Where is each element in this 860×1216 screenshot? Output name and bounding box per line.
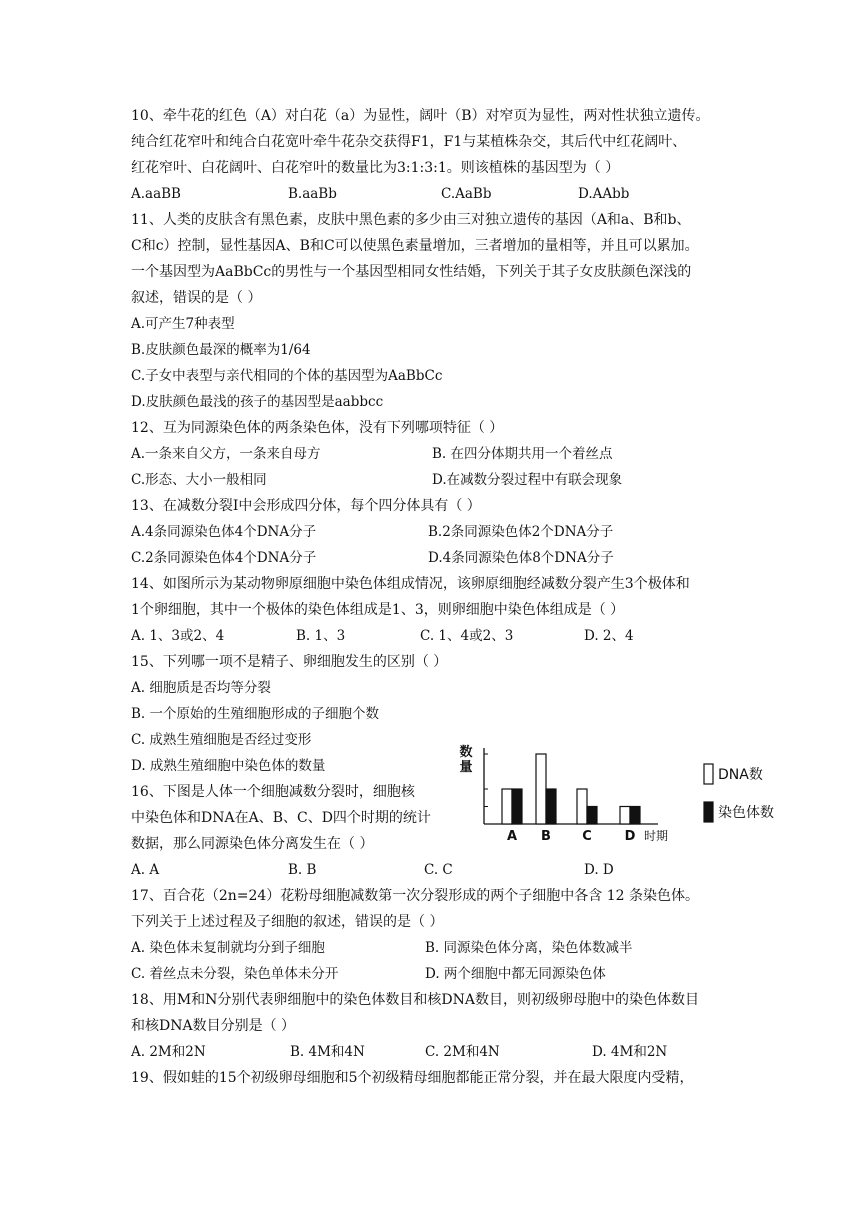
q14-option-c: C. 1、4或2、3 — [420, 628, 514, 644]
q15-option-c: C. 成熟生殖细胞是否经过变形 — [131, 732, 312, 748]
chart-legend — [704, 764, 774, 822]
q11-option-c: C.子女中表型与亲代相同的个体的基因型为AaBbCc — [131, 368, 443, 384]
q19-stem-line1: 19、假如蛙的15个初级卵母细胞和5个初级精母细胞都能正常分裂，并在最大限度内受精， — [131, 1070, 694, 1086]
legend-label: DNA数 — [718, 767, 763, 783]
q12-stem-line1: 12、互为同源染色体的两条染色体，没有下列哪项特征（ ） — [131, 420, 504, 436]
q17-stem-line2: 下列关于上述过程及子细胞的叙述，错误的是（ ） — [131, 914, 444, 930]
q12-option-d: D.在减数分裂过程中有联会现象 — [432, 472, 623, 488]
q14-option-b: B. 1、3 — [296, 628, 346, 644]
y-axis-label-char: 量 — [459, 760, 473, 775]
q17-option-b: B. 同源染色体分离，染色体数减半 — [425, 940, 633, 956]
q17-stem-line1: 17、百合花（2n=24）花粉母细胞减数第一次分裂形成的两个子细胞中各含 12 条染色体。 — [131, 888, 699, 904]
q15-option-d: D. 成熟生殖细胞中染色体的数量 — [131, 758, 326, 774]
q14-stem-line1: 14、如图所示为某动物卵原细胞中染色体组成情况，该卵原细胞经减数分裂产生3个极体和 — [131, 576, 690, 592]
q14-option-d: D. 2、4 — [584, 628, 634, 644]
q12-option-a: A.一条来自父方，一条来自母方 — [131, 446, 321, 462]
q14-stem-line2: 1个卵细胞，其中一个极体的染色体组成是1、3，则卵细胞中染色体组成是（ ） — [131, 602, 625, 618]
q11-stem-line4: 叙述，错误的是（ ） — [131, 290, 262, 306]
legend-label: 染色体数 — [718, 805, 774, 821]
bar-dna-c — [577, 789, 587, 824]
chart-labels — [459, 744, 668, 844]
q18-option-b: B. 4M和4N — [290, 1044, 365, 1060]
q17-option-d: D. 两个细胞中都无同源染色体 — [425, 966, 606, 982]
q14-option-a: A. 1、3或2、4 — [131, 628, 225, 644]
q18-option-a: A. 2M和2N — [131, 1044, 206, 1060]
q16-option-d: D. D — [584, 862, 614, 878]
bar-chromosome-a — [512, 789, 522, 824]
q16-option-b: B. B — [288, 862, 317, 878]
chart-bars — [502, 754, 640, 824]
q13-stem-line1: 13、在减数分裂Ⅰ中会形成四分体，每个四分体具有（ ） — [131, 498, 481, 514]
bar-dna-d — [620, 807, 630, 825]
q16-option-c: C. C — [424, 862, 453, 878]
q11-option-d: D.皮肤颜色最浅的孩子的基因型是aabbcc — [131, 394, 384, 410]
q16-stem-line2: 中染色体和DNA在A、B、C、D四个时期的统计 — [131, 810, 431, 826]
q16-stem-line1: 16、下图是人体一个细胞减数分裂时，细胞核 — [131, 784, 415, 800]
q17-option-c: C. 着丝点未分裂，染色单体未分开 — [131, 966, 339, 982]
q13-option-c: C.2条同源染色体4个DNA分子 — [131, 550, 317, 566]
legend-swatch — [704, 764, 713, 784]
x-tick-label: D — [624, 829, 636, 844]
q10-stem-line3: 红花窄叶、白花阔叶、白花窄叶的数量比为3:1:3:1。则该植株的基因型为（ ） — [131, 160, 620, 176]
bar-chromosome-d — [630, 807, 640, 825]
q10-stem-line2: 纯合红花窄叶和纯合白花宽叶牵牛花杂交获得F1，F1与某植株杂交，其后代中红花阔叶、 — [131, 134, 687, 150]
q10-option-a: A.aaBB — [131, 186, 181, 202]
y-axis-label-char: 数 — [459, 745, 473, 760]
q11-option-b: B.皮肤颜色最深的概率为1/64 — [131, 342, 311, 358]
q17-option-a: A. 染色体未复制就均分到子细胞 — [131, 940, 325, 956]
q15-option-a: A. 细胞质是否均等分裂 — [131, 680, 271, 696]
q18-option-c: C. 2M和4N — [425, 1044, 500, 1060]
q13-option-a: A.4条同源染色体4个DNA分子 — [131, 524, 317, 540]
q10-option-c: C.AaBb — [441, 186, 492, 202]
q18-stem-line1: 18、用M和N分别代表卵细胞中的染色体数目和核DNA数目，则初级卵母胞中的染色体数目 — [131, 992, 699, 1008]
q16-bar-chart — [452, 742, 792, 848]
q18-option-d: D. 4M和2N — [592, 1044, 668, 1060]
x-tick-label: C — [582, 829, 592, 844]
q12-option-b: B. 在四分体期共用一个着丝点 — [432, 446, 613, 462]
q13-option-d: D.4条同源染色体8个DNA分子 — [428, 550, 614, 566]
bar-dna-b — [536, 754, 546, 824]
q15-stem-line1: 15、下列哪一项不是精子、卵细胞发生的区别（ ） — [131, 654, 448, 670]
legend-swatch — [704, 802, 713, 822]
q18-stem-line2: 和核DNA数目分别是（ ） — [131, 1018, 296, 1034]
q16-stem-line3: 数据，那么同源染色体分离发生在（ ） — [131, 836, 374, 852]
q12-option-c: C.形态、大小一般相同 — [131, 472, 267, 488]
bar-dna-a — [502, 789, 512, 824]
bar-chromosome-c — [587, 807, 597, 825]
x-axis-label: 时期 — [644, 829, 669, 843]
q10-option-b: B.aaBb — [288, 186, 337, 202]
q10-option-d: D.AAbb — [578, 186, 630, 202]
x-tick-label: B — [541, 829, 551, 844]
q16-option-a: A. A — [131, 862, 160, 878]
q10-stem-line1: 10、牵牛花的红色（A）对白花（a）为显性，阔叶（B）对窄页为显性，两对性状独立遗传。 — [131, 108, 710, 124]
q11-stem-line3: 一个基因型为AaBbCc的男性与一个基因型相同女性结婚，下列关于其子女皮肤颜色深浅的 — [131, 264, 692, 280]
q11-stem-line2: C和c）控制，显性基因A、B和C可以使黑色素量增加，三者增加的量相等，并且可以累加。 — [131, 238, 699, 254]
q11-stem-line1: 11、人类的皮肤含有黑色素，皮肤中黑色素的多少由三对独立遗传的基因（A和a、B和b、 — [131, 212, 691, 228]
q15-option-b: B. 一个原始的生殖细胞形成的子细胞个数 — [131, 706, 380, 722]
q13-option-b: B.2条同源染色体2个DNA分子 — [428, 524, 614, 540]
bar-chromosome-b — [546, 789, 556, 824]
q11-option-a: A.可产生7种表型 — [131, 316, 235, 332]
x-tick-label: A — [506, 829, 518, 844]
